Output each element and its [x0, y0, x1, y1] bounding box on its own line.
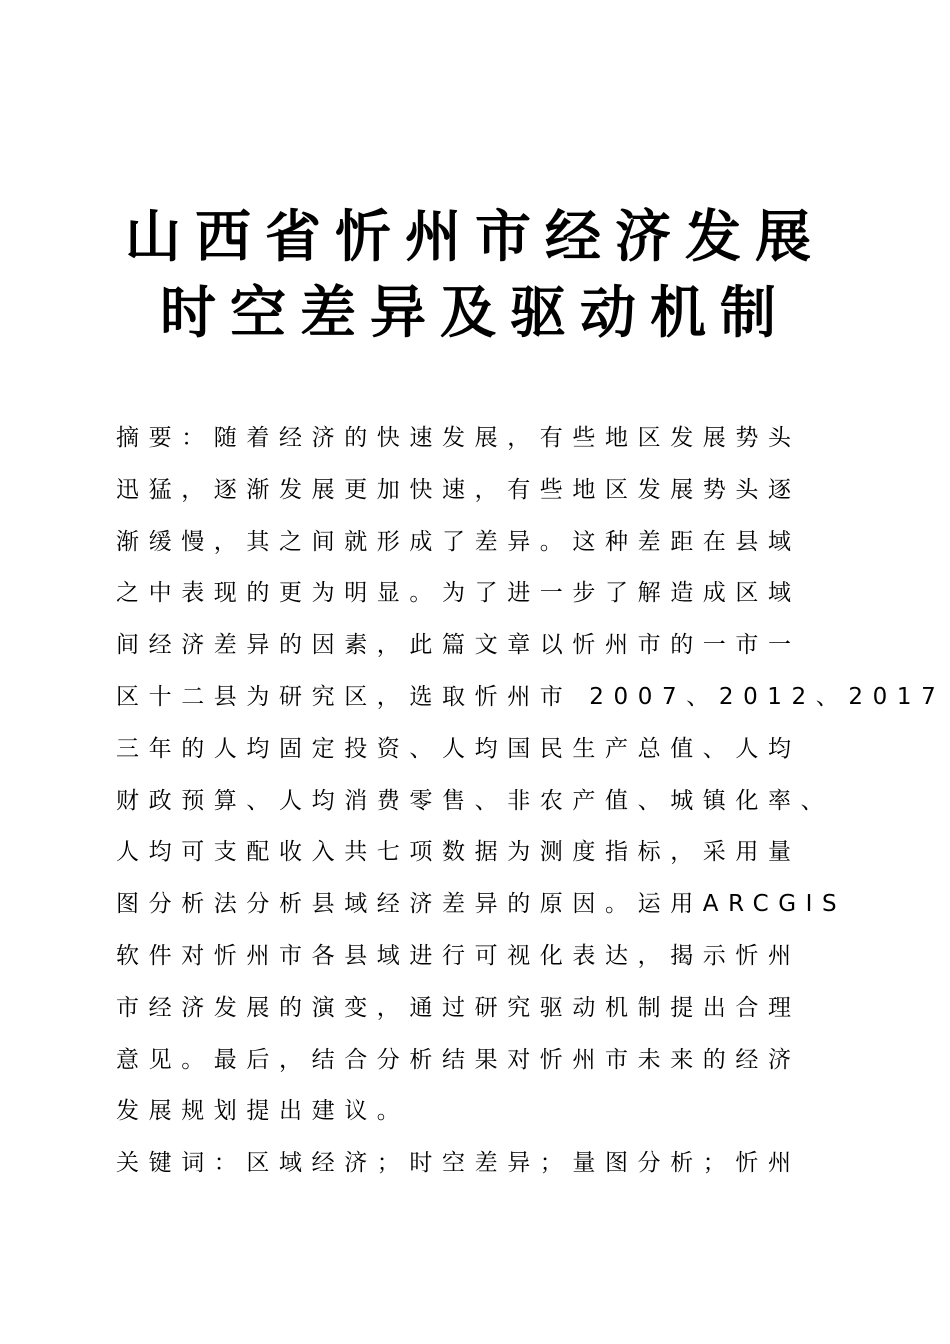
abstract-section [116, 413, 946, 1190]
abstract-line: 财政预算、人均消费零售、非农产值、城镇化率、 [116, 787, 834, 814]
abstract-line: 市经济发展的演变，通过研究驱动机制提出合理 [116, 994, 801, 1021]
abstract-line: 区十二县为研究区，选取忻州市 2007、2012、2017 [116, 683, 946, 710]
abstract-line: 迅猛，逐渐发展更加快速，有些地区发展势头逐 [116, 476, 801, 503]
title-line-1: 山西省忻州市经济发展 [125, 205, 825, 270]
abstract-line: 图分析法分析县域经济差异的原因。运用ARCGIS [116, 891, 847, 918]
abstract-line: 人均可支配收入共七项数据为测度指标，采用量 [116, 839, 801, 866]
document-title [0, 200, 950, 352]
abstract-line: 三年的人均固定投资、人均国民生产总值、人均 [116, 735, 801, 762]
abstract-line: 发展规划提出建议。 [116, 1098, 410, 1125]
abstract-line: 之中表现的更为明显。为了进一步了解造成区域 [116, 580, 801, 607]
abstract-line: 软件对忻州市各县域进行可视化表达，揭示忻州 [116, 942, 801, 969]
abstract-line: 间经济差异的因素，此篇文章以忻州市的一市一 [116, 632, 801, 659]
abstract-line: 意见。最后，结合分析结果对忻州市未来的经济 [116, 1046, 801, 1073]
title-line-2: 时空差异及驱动机制 [160, 281, 790, 346]
keywords-line: 关键词：区域经济；时空差异；量图分析；忻州 [116, 1150, 801, 1177]
abstract-line: 摘要：随着经济的快速发展，有些地区发展势头 [116, 425, 801, 451]
abstract-line: 渐缓慢，其之间就形成了差异。这种差距在县域 [116, 528, 801, 555]
